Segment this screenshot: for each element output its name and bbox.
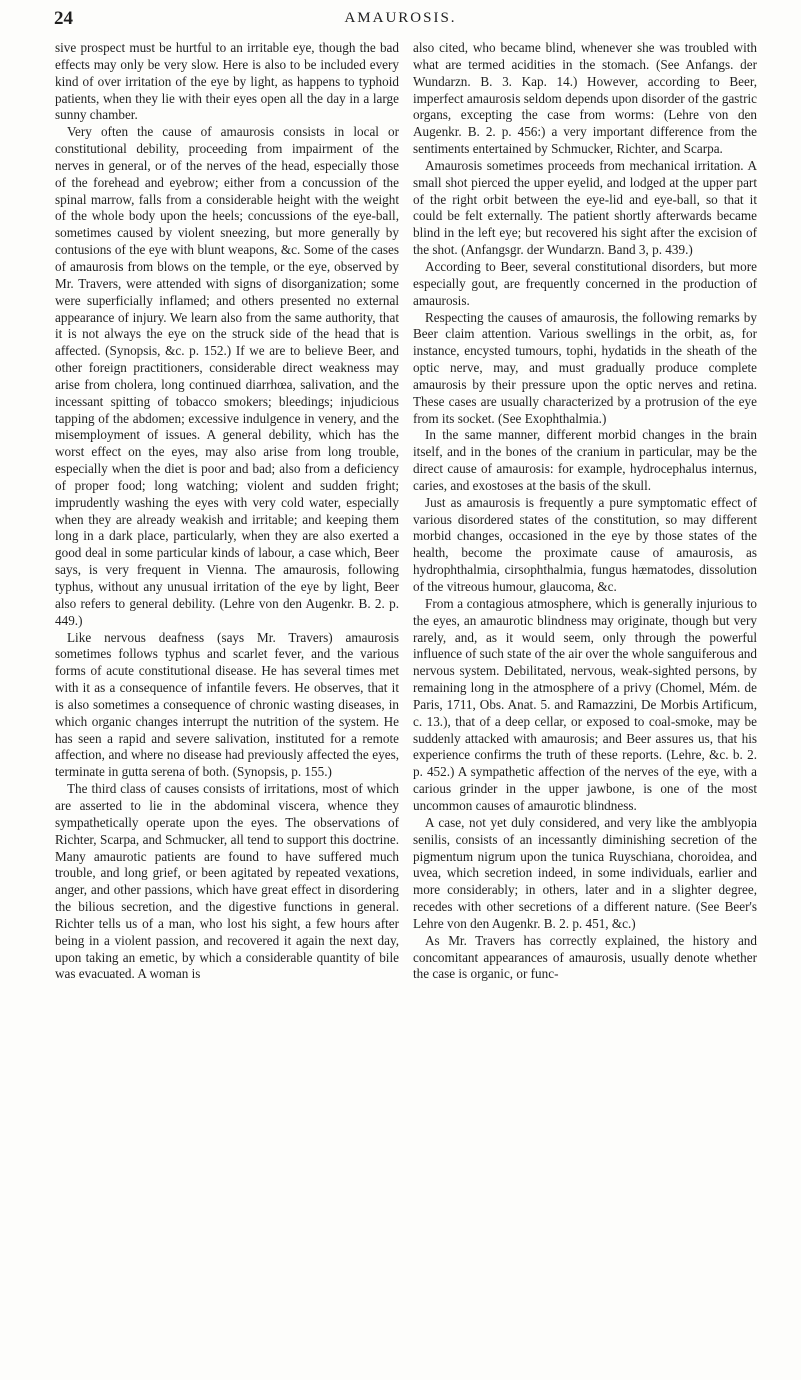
paragraph: also cited, who became blind, whenever she was troubled with what are termed acidities in the stomach. (See Anfangs. der Wundarzn. B. 3. Kap. 14.) However, according to Beer, imperfect amaurosis seldom depends upon disorder of the gastric organs, excepting the case from worms: (Lehre von den Augenkr. B. 2. p. 456:) a very important difference from the sentiments entertained by Schmucker, Richter, and Scarpa. [413,40,757,157]
left-column [55,40,399,983]
paragraph: Just as amaurosis is frequently a pure symptomatic effect of various disordered states of the constitution, so may different morbid changes, occasioned in the eye by those states of the health, become the proximate cause of amaurosis, as hydrophthalmia, cirsophthalmia, fungus hæmatodes, dissolution of the vitreous humour, glaucoma, &c. [413,494,757,594]
paragraph: From a contagious atmosphere, which is generally injurious to the eyes, an amaurotic blindness may originate, though but very rarely, and, as it would seem, only through the powerful influence of such state of the air over the whole sanguiferous and nervous system. Debilitated, nervous, weak-sighted persons, by remaining long in the atmosphere of a privy (Chomel, Mém. de Paris, 1711, Obs. Anat. 5. and Ramazzini, De Morbis Artificum, c. 13.), that of a deep cellar, or exposed to coal-smoke, may be suddenly attacked with amaurosis; and Beer assures us, that his experience confirms the truth of these reports. (Lehre, &c. b. 2. p. 452.) A sympathetic affection of the nerves of the eye, with a carious grinder in the upper jawbone, is one of the most uncommon causes of amaurotic blindness. [413,595,757,813]
page-header [0,8,801,36]
right-column [413,40,757,983]
paragraph: As Mr. Travers has correctly explained, the history and concomitant appearances of amaurosis, usually denote whether the case is organic, or func- [413,932,757,982]
paragraph: The third class of causes consists of irritations, most of which are asserted to lie in the abdominal viscera, whence they sympathetically operate upon the eyes. The observations of Richter, Scarpa, and Schmucker, all tend to support this doctrine. Many amaurotic patients are found to have suffered much trouble, and long grief, or been agitated by repeated vexations, anger, and other passions, which have great effect in disordering the bilious secretion, and the digestive functions in general. Richter tells us of a man, who lost his sight, a few hours after being in a violent passion, and recovered it again the next day, upon taking an emetic, by which a considerable quantity of bile was evacuated. A woman is [55,781,399,982]
paragraph: Very often the cause of amaurosis consists in local or constitutional debility, proceeding from impairment of the nerves in general, or of the nerves of the head, especially those of the forehead and eyebrow; either from a concussion of the spinal marrow, falls from a considerable height with the weight of the whole body upon the heels; concussions of the eye-ball, sometimes caused by violent sneezing, but more generally by contusions of the eye with blunt weapons, &c. Some of the cases of amaurosis from blows on the temple, or the eye, observed by Mr. Travers, were attended with signs of disorganization; some were superficially inflamed; and others presented no external appearance of injury. We learn also from the same authority, that it is not always the eye on the struck side of the head that is affected. (Synopsis, &c. p. 152.) If we are to believe Beer, and other foreign practitioners, considerable direct weakness may arise from cholera, long continued diarrhœa, salivation, and the incessant spitting of tobacco smokers; bleedings; injudicious tapping of the abdomen; excessive indulgence in venery, and the misemployment of issues. A general debility, which has the worst effect on the eyes, may also arise from long trouble, especially when the diet is poor and bad; also from a deficiency of proper food; long watching; violent and sudden fright; imprudently washing the eyes with very cold water, especially when they are already weakish and irritable; and keeping them long in a dark place, particularly, when they are also exerted a good deal in some particular kinds of labour, a case which, Beer says, is very frequent in Vienna. The amaurosis, following typhus, without any unusual irritation of the eye by light, Beer also refers to general debility. (Lehre von den Augenkr. B. 2. p. 449.) [55,124,399,628]
paragraph: Amaurosis sometimes proceeds from mechanical irritation. A small shot pierced the upper eyelid, and lodged at the upper part of the right orbit between the eye-lid and eye-ball, so that it could be felt externally. The patient shortly afterwards became blind in the left eye; but recovered his sight after the excision of the shot. (Anfangsgr. der Wundarzn. Band 3, p. 439.) [413,157,757,258]
paragraph: According to Beer, several constitutional disorders, but more especially gout, are frequently concerned in the production of amaurosis. [413,258,757,308]
paragraph: A case, not yet duly considered, and very like the amblyopia senilis, consists of an incessantly diminishing secretion of the pigmentum nigrum upon the tunica Ruyschiana, choroidea, and uvea, which secretion indeed, in some individuals, earlier and more considerably; in others, later and in a slighter degree, recedes with other secretions of a different nature. (See Beer's Lehre von den Augenkr. B. 2. p. 451, &c.) [413,814,757,931]
page-number: 24 [54,8,73,29]
paragraph: Like nervous deafness (says Mr. Travers) amaurosis sometimes follows typhus and scarlet fever, and the various forms of acute constitutional disease. He has several times met with it as a consequence of infantile fevers. He observes, that it is also sometimes a consequence of chronic wasting diseases, in which organic changes interrupt the nutrition of the system. He has seen a rapid and severe salivation, instituted for a remote affection, and where no disease had previously affected the eyes, terminate in gutta serena of both. (Synopsis, p. 155.) [55,629,399,780]
running-head: AMAUROSIS. [344,10,457,26]
paragraph: sive prospect must be hurtful to an irritable eye, though the bad effects may only be very slow. Here is also to be included every kind of over irritation of the eye by light, as happens to typhoid patients, when they lie with their eyes open all the day in a large sunny chamber. [55,40,399,123]
paragraph: Respecting the causes of amaurosis, the following remarks by Beer claim attention. Various swellings in the orbit, as, for instance, encysted tumours, tophi, hydatids in the sheath of the optic nerve, may, and must gradually produce complete amaurosis by their pressure upon the optic nerves and retina. These cases are usually characterized by a protrusion of the eye from its socket. (See Exophthalmia.) [413,309,757,426]
paragraph: In the same manner, different morbid changes in the brain itself, and in the bones of the cranium in particular, may be the direct cause of amaurosis: for example, hydrocephalus internus, caries, and exostoses at the basis of the skull. [413,427,757,493]
